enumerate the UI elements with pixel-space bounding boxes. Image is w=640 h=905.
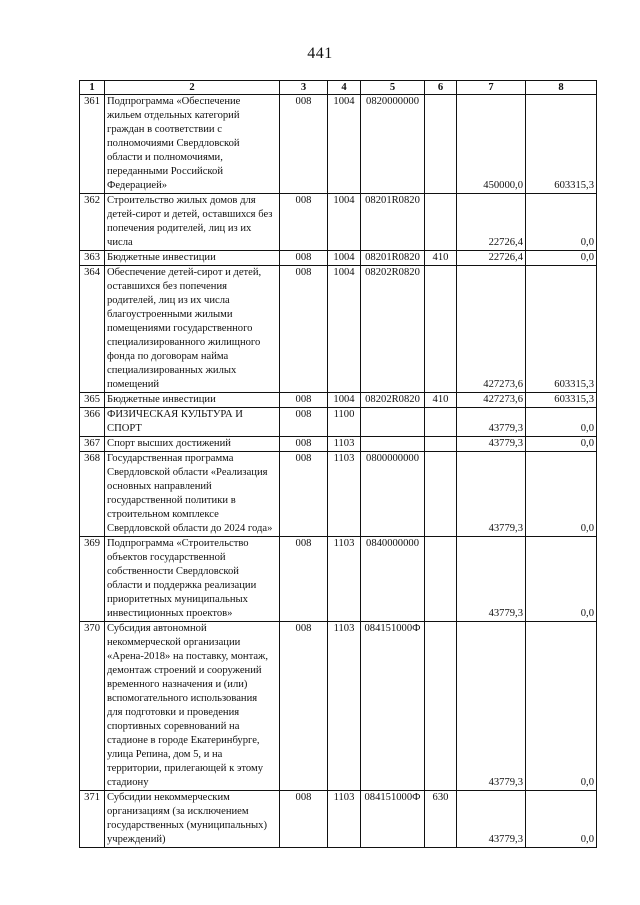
table-row [80,393,597,408]
item-name-text: Субсидии некоммерческим организациям (за исключением государственных (муниципальных) учреждений) [107,792,267,845]
amount-col8-cell: 0,0 [526,437,597,452]
item-name-cell [105,452,280,537]
header-col-1: 1 [80,81,105,95]
table-header-row [80,81,597,95]
amount-col7-cell: 43779,3 [457,452,526,537]
header-col-2: 2 [105,81,280,95]
header-col-7: 7 [457,81,526,95]
ministry-code-cell: 008 [280,266,328,393]
table-row [80,452,597,537]
item-name-text: Бюджетные инвестиции [107,252,216,263]
amount-col7-cell: 427273,6 [457,393,526,408]
amount-col8-cell: 0,0 [526,408,597,437]
item-name-text: Подпрограмма «Обеспечение жильем отдельных категорий граждан в соответствии с полномочиями Свердловской области и полномочиями, переданными Российской Федерацией» [107,96,241,191]
ministry-code-cell: 008 [280,791,328,848]
section-code-cell: 1100 [328,408,361,437]
item-name-cell [105,95,280,194]
section-code-cell: 1004 [328,194,361,251]
table-row [80,251,597,266]
ministry-code-cell: 008 [280,194,328,251]
row-number-cell: 368 [80,452,105,537]
item-name-text: Подпрограмма «Строительство объектов государственной собственности Свердловской области и поддержка реализации приоритетных муниципальных инвестиционных проектов» [107,538,257,619]
ministry-code-cell: 008 [280,452,328,537]
item-name-cell [105,266,280,393]
expense-type-cell [425,408,457,437]
section-code-cell: 1103 [328,791,361,848]
header-col-8: 8 [526,81,597,95]
section-code-cell: 1004 [328,393,361,408]
expense-type-cell: 630 [425,791,457,848]
target-code-cell: 08201R0820 [361,251,425,266]
amount-col7-cell: 43779,3 [457,791,526,848]
item-name-cell [105,437,280,452]
section-code-cell: 1004 [328,251,361,266]
amount-col7-cell: 427273,6 [457,266,526,393]
section-code-cell: 1103 [328,437,361,452]
item-name-cell [105,408,280,437]
ministry-code-cell: 008 [280,537,328,622]
table-row [80,537,597,622]
target-code-cell [361,408,425,437]
amount-col7-cell: 22726,4 [457,194,526,251]
table-row [80,622,597,791]
row-number-cell: 371 [80,791,105,848]
row-number-cell: 361 [80,95,105,194]
section-code-cell: 1103 [328,452,361,537]
item-name-cell [105,791,280,848]
header-col-6: 6 [425,81,457,95]
target-code-cell: 0820000000 [361,95,425,194]
item-name-text: Строительство жилых домов для детей-сирот и детей, оставшихся без попечения родителей, лиц из их числа [107,195,273,248]
target-code-cell: 08201R0820 [361,194,425,251]
item-name-text: Государственная программа Свердловской области «Реализация основных направлений государственной политики в строительном комплексе Свердловской области до 2024 года» [107,453,273,534]
expense-type-cell [425,452,457,537]
section-code-cell: 1103 [328,622,361,791]
expense-type-cell [425,95,457,194]
row-number-cell: 362 [80,194,105,251]
expense-type-cell [425,194,457,251]
amount-col8-cell: 603315,3 [526,393,597,408]
ministry-code-cell: 008 [280,251,328,266]
item-name-cell [105,537,280,622]
amount-col8-cell: 0,0 [526,791,597,848]
amount-col8-cell: 603315,3 [526,266,597,393]
table-row [80,266,597,393]
amount-col8-cell: 0,0 [526,452,597,537]
expense-type-cell [425,622,457,791]
row-number-cell: 367 [80,437,105,452]
amount-col8-cell: 0,0 [526,622,597,791]
budget-table [79,80,597,848]
expense-type-cell: 410 [425,251,457,266]
amount-col7-cell: 43779,3 [457,537,526,622]
expense-type-cell: 410 [425,393,457,408]
page-number: 441 [307,45,333,62]
item-name-text: Спорт высших достижений [107,438,231,449]
expense-type-cell [425,266,457,393]
item-name-cell [105,622,280,791]
amount-col8-cell: 603315,3 [526,95,597,194]
target-code-cell: 08202R0820 [361,266,425,393]
amount-col8-cell: 0,0 [526,537,597,622]
row-number-cell: 369 [80,537,105,622]
target-code-cell: 084151000Ф [361,791,425,848]
header-col-5: 5 [361,81,425,95]
table-row [80,791,597,848]
section-code-cell: 1004 [328,95,361,194]
amount-col8-cell: 0,0 [526,251,597,266]
expense-type-cell [425,437,457,452]
item-name-cell [105,251,280,266]
amount-col7-cell: 450000,0 [457,95,526,194]
ministry-code-cell: 008 [280,95,328,194]
ministry-code-cell: 008 [280,393,328,408]
row-number-cell: 366 [80,408,105,437]
amount-col7-cell: 43779,3 [457,408,526,437]
item-name-cell [105,194,280,251]
ministry-code-cell: 008 [280,622,328,791]
row-number-cell: 364 [80,266,105,393]
section-code-cell: 1004 [328,266,361,393]
ministry-code-cell: 008 [280,437,328,452]
table-row [80,437,597,452]
item-name-text: Бюджетные инвестиции [107,394,216,405]
expense-type-cell [425,537,457,622]
table-row [80,95,597,194]
amount-col7-cell: 43779,3 [457,437,526,452]
table-body [80,95,597,848]
amount-col7-cell: 22726,4 [457,251,526,266]
target-code-cell: 08202R0820 [361,393,425,408]
amount-col8-cell: 0,0 [526,194,597,251]
table-row [80,408,597,437]
item-name-text: Субсидия автономной некоммерческой организации «Арена-2018» на поставку, монтаж, демонтаж строений и сооружений временного назначения и (или) вспомогательного использования для подготовки и проведения спортивных соревнований на стадионе в городе Екатеринбурге, улица Репина, дом 5, и на территории, прилегающей к этому стадиону [107,623,269,788]
ministry-code-cell: 008 [280,408,328,437]
section-code-cell: 1103 [328,537,361,622]
target-code-cell: 084151000Ф [361,622,425,791]
header-col-4: 4 [328,81,361,95]
row-number-cell: 363 [80,251,105,266]
table-row [80,194,597,251]
target-code-cell [361,437,425,452]
item-name-text: Обеспечение детей-сирот и детей, оставшихся без попечения родителей, лиц из их числа благоустроенными жилыми помещениями государственного специализированного жилищного фонда по договорам найма специализированных жилых помещений [107,267,262,390]
item-name-cell [105,393,280,408]
item-name-text: ФИЗИЧЕСКАЯ КУЛЬТУРА И СПОРТ [107,409,243,434]
row-number-cell: 365 [80,393,105,408]
target-code-cell: 0800000000 [361,452,425,537]
amount-col7-cell: 43779,3 [457,622,526,791]
header-col-3: 3 [280,81,328,95]
target-code-cell: 0840000000 [361,537,425,622]
row-number-cell: 370 [80,622,105,791]
